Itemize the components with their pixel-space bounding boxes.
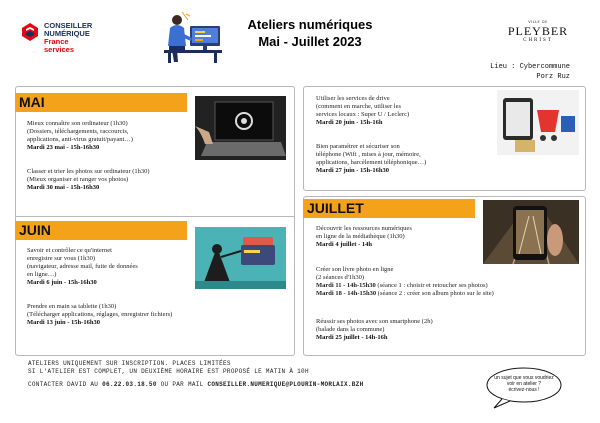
session-2-note: (séance 2 : créer son album photo sur le site) [376,290,494,297]
activity-desc: (Dossiers, téléchargements, raccourcis, [27,128,129,135]
activity-desc: applications, harcèlement téléphonique…) [316,159,427,166]
activity-desc: (2 séances d'1h30) [316,274,365,281]
france-services-icon [20,22,40,42]
logo-line3: France [44,37,69,46]
speech-bubble-text [494,375,554,393]
session-2-date: Mardi 18 - 14h-15h30 [316,290,377,297]
activity-title: en ligne de la médiathèque (1h30) [316,233,405,240]
title-line2: Mai - Juillet 2023 [258,34,362,49]
activity-title: enregistre sur vous (1h30) [27,255,96,262]
activity-juillet-3 [316,318,516,342]
activity-date: Mardi 4 juillet - 14h [316,241,372,248]
activity-title: Classer et trier les photos sur ordinateur (1h30) [27,168,150,175]
activity-title: Prendre en main sa tablette (1h30) [27,303,117,310]
activity-date: Mardi 6 juin - 15h-16h30 [27,279,97,286]
bubble-line3: écrivez-nous ! [508,387,540,393]
contact-email[interactable]: CONSEILLER.NUMERIQUE@PLOURIN-MORLAIX.BZH [207,381,364,388]
activity-title: Mieux connaître son ordinateur (1h30) [27,120,128,127]
location-line2: Porz Ruz [536,73,570,81]
activity-session-1 [316,282,582,290]
activity-title: Créer son livre photo en ligne [316,266,394,273]
activity-desc: (comment en marche, utiliser les [316,103,402,110]
activity-juillet-1 [316,225,481,249]
conseiller-numerique-logo [20,20,110,60]
activity-desc: services locaux : Super U / Leclerc) [316,111,410,118]
logo-pleyber: PLEYBER [507,24,569,38]
month-banner-juillet: JUILLET [303,199,475,218]
location-info [490,62,570,82]
logo-line4: services [44,45,75,54]
activity-juin-2 [27,303,287,327]
contact-phone[interactable]: 06.22.03.18.50 [102,381,157,388]
activity-session-2 [316,290,582,298]
bubble-line1: un sujet que vous voudriez [494,375,554,381]
activity-desc: (Mieux organiser et ranger vos photos) [27,176,129,183]
location-line1: Lieu : Cybercommune [490,63,570,71]
logo-christ: CHRIST [523,38,553,43]
phishing-illustration [195,227,286,289]
activity-title: Bien paramétrer et sécuriser son [316,143,400,150]
activity-date: Mardi 25 juillet - 14h-16h [316,334,388,341]
contact-mid: OU PAR MAIL [156,381,208,388]
activity-title: Découvrir les ressources numériques [316,225,412,232]
session-1-date: Mardi 11 - 14h-15h30 [316,282,376,289]
smartphone-photo [483,200,579,264]
activity-mai-1 [27,120,197,152]
contact-prefix: CONTACTER DAVID AU [28,381,103,388]
activity-desc: (Télécharger applications, réglages, enregistrer fichiers) [27,311,173,318]
person-at-computer-illustration [160,12,226,64]
activity-desc: en ligne…) [27,271,57,278]
activity-date: Mardi 30 mai - 15h-16h30 [27,184,100,191]
activity-title: téléphone (Wifi , mises à jour, mémoire, [316,151,421,158]
activity-juillet-2 [316,266,582,298]
activity-juin-1 [27,247,195,287]
logo-line2: NUMÉRIQUE [44,29,90,38]
logo-line1: CONSEILLER [44,21,93,30]
activity-desc: (balade dans la commune) [316,326,385,333]
month-banner-juin: JUIN [15,221,187,240]
activity-date: Mardi 27 juin - 15h-16h30 [316,167,389,174]
activity-date: Mardi 20 juin - 15h-16h [316,119,383,126]
month-banner-mai: MAI [15,93,187,112]
activity-title: Utiliser les services de drive [316,95,390,102]
bubble-line2: voir en atelier ? [506,381,542,387]
drive-service-photo [497,90,579,155]
activity-title: Réussir ses photos avec son smartphone (2h) [316,318,433,325]
activity-desc: (navigateur, adresse mail, fuite de données [27,263,138,270]
session-1-note: (séance 1 : choisir et retoucher ses photos) [375,282,488,289]
activity-date: Mardi 23 mai - 15h-16h30 [27,144,100,151]
activity-desc: applications, anti-virus gratuit/payant…) [27,136,133,143]
activity-mai-2 [27,168,202,192]
activity-juin-3 [316,95,492,127]
title-line1: Ateliers numériques [247,17,373,32]
pleyber-christ-logo [498,20,578,43]
footer-contact [28,381,363,388]
page-title [240,16,380,50]
laptop-photo [195,96,286,160]
footer-registration-note: ATELIERS UNIQUEMENT SUR INSCRIPTION. PLACES LIMITÉES [28,360,231,367]
activity-date: Mardi 13 juin - 15h-16h30 [27,319,100,326]
footer-second-slot-note: SI L'ATELIER EST COMPLET, UN DEUXIÈME HORAIRE EST PROPOSÉ LE MATIN À 10H [28,368,309,375]
activity-juin-4 [316,143,496,175]
card-divider [15,216,295,217]
activity-title: Savoir et contrôler ce qu'internet [27,247,112,254]
logo-ville-de: VILLE DE [528,20,548,24]
